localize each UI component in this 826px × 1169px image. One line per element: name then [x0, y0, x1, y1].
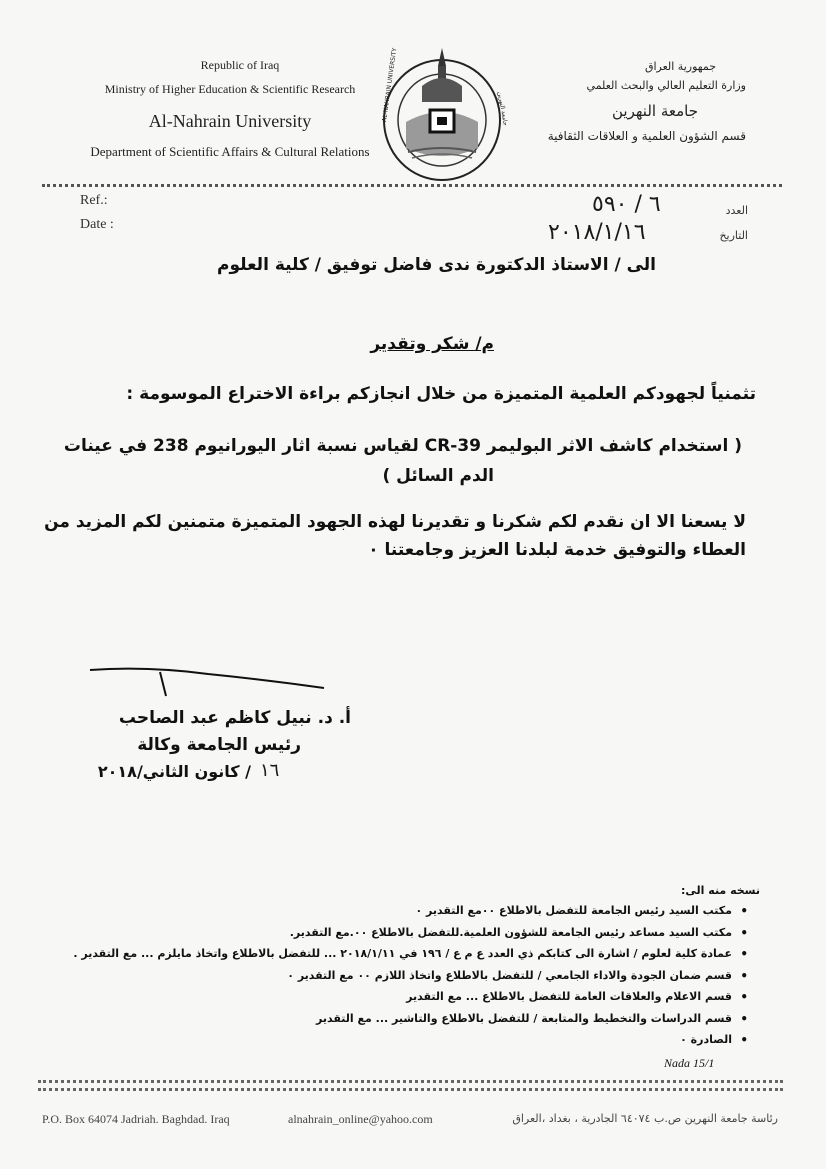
- svg-text:AL-NAHRAIN UNIVERSITY: AL-NAHRAIN UNIVERSITY: [381, 47, 399, 123]
- signature-date-handwritten: ١٦: [260, 760, 280, 781]
- signatory-name: أ. د. نبيل كاظم عبد الصاحب: [118, 708, 351, 728]
- reference-date-handwritten: ٢٠١٨/١/١٦: [548, 220, 646, 245]
- letterhead-english: [40, 58, 420, 160]
- department-en: Department of Scientific Affairs & Cultural Relations: [90, 144, 370, 159]
- patent-title-line2: الدم السائل ): [382, 466, 494, 486]
- footer-address-ar: رئاسة جامعة النهرين ص.ب ٦٤٠٧٤ الجادرية ، بغداد ،العراق: [512, 1112, 778, 1125]
- typist-initials: Nada 15/1: [664, 1056, 715, 1070]
- list-item: • قسم الدراسات والتخطيط والمتابعة / للتفضل بالاطلاع والتاشير ... مع التقدير: [106, 1012, 746, 1034]
- number-label-ar: العدد: [725, 204, 748, 217]
- recipient-line: الى / الاستاذ الدكتورة ندى فاضل توفيق / كلية العلوم: [217, 255, 656, 275]
- list-item: • عمادة كلية لعلوم / اشارة الى كتابكم ذي العدد ع م ع / ١٩٦ في ٢٠١٨/١/١١ ... للتفضل بالاطلاع واتخاذ مايلزم ... مع التقدير .: [106, 947, 746, 969]
- footer-divider-second: [38, 1088, 783, 1091]
- letterhead-arabic: [548, 60, 746, 143]
- footer-address-en: P.O. Box 64074 Jadriah. Baghdad. Iraq: [42, 1112, 230, 1126]
- date-label-ar: التاريخ: [719, 229, 748, 242]
- signatory-title: رئيس الجامعة وكالة: [137, 735, 301, 755]
- handwritten-signature: [88, 660, 328, 704]
- subject-line: م/ شكر وتقدير: [370, 334, 494, 354]
- header-divider: [42, 184, 782, 187]
- department-ar: قسم الشؤون العلمية و العلاقات الثقافية: [547, 129, 746, 143]
- country-ar: جمهورية العراق: [644, 60, 716, 73]
- university-ar: جامعة النهرين: [612, 102, 698, 120]
- list-item: • مكتب السيد رئيس الجامعة للتفضل بالاطلاع ٠٠مع التقدير ٠: [106, 904, 746, 926]
- svg-text:جامعة النهرين: جامعة النهرين: [496, 91, 509, 127]
- university-seal-logo: [372, 40, 512, 190]
- list-item: • قسم ضمان الجودة والاداء الجامعي / للتفضل بالاطلاع واتخاذ اللازم ٠٠ مع التقدير ٠: [106, 969, 746, 991]
- paragraph-thanks-line1: لا يسعنا الا ان نقدم لكم شكرنا و تقديرنا لهذه الجهود المتميزة متمنين لكم المزيد من: [44, 512, 746, 532]
- reference-number-handwritten: ٦ / ٥٩٠: [592, 192, 661, 217]
- ref-label: Ref.:: [80, 193, 108, 208]
- university-en: Al-Nahrain University: [148, 111, 312, 131]
- date-label: Date :: [80, 217, 114, 232]
- ministry-en: Ministry of Higher Education & Scientific Research: [104, 82, 356, 96]
- signature-date: / كانون الثاني/٢٠١٨: [97, 762, 251, 781]
- list-item: • قسم الاعلام والعلاقات العامة للتفضل بالاطلاع ... مع التقدير: [106, 990, 746, 1012]
- footer-divider: [38, 1080, 783, 1083]
- copies-heading: نسخه منه الى:: [681, 884, 760, 897]
- country-en: Republic of Iraq: [200, 58, 280, 72]
- paragraph-thanks-line2: العطاء والتوفيق خدمة لبلدنا العزيز وجامعتنا ٠: [368, 540, 746, 560]
- ministry-ar: وزارة التعليم العالي والبحث العلمي: [586, 79, 746, 92]
- paragraph-intro: تثمنياً لجهودكم العلمية المتميزة من خلال انجازكم براءة الاختراع الموسومة :: [126, 384, 756, 404]
- copies-list: [73, 904, 746, 1055]
- footer-email: alnahrain_online@yahoo.com: [288, 1112, 433, 1126]
- list-item: • الصادرة ٠: [106, 1033, 746, 1055]
- list-item: • مكتب السيد مساعد رئيس الجامعة للشؤون العلمية.للتفضل بالاطلاع ٠٠.مع التقدير.: [106, 926, 746, 948]
- patent-title-line1: ( استخدام كاشف الاثر البوليمر CR-39 لقياس نسبة اثار اليورانيوم 238 في عينات: [63, 436, 742, 456]
